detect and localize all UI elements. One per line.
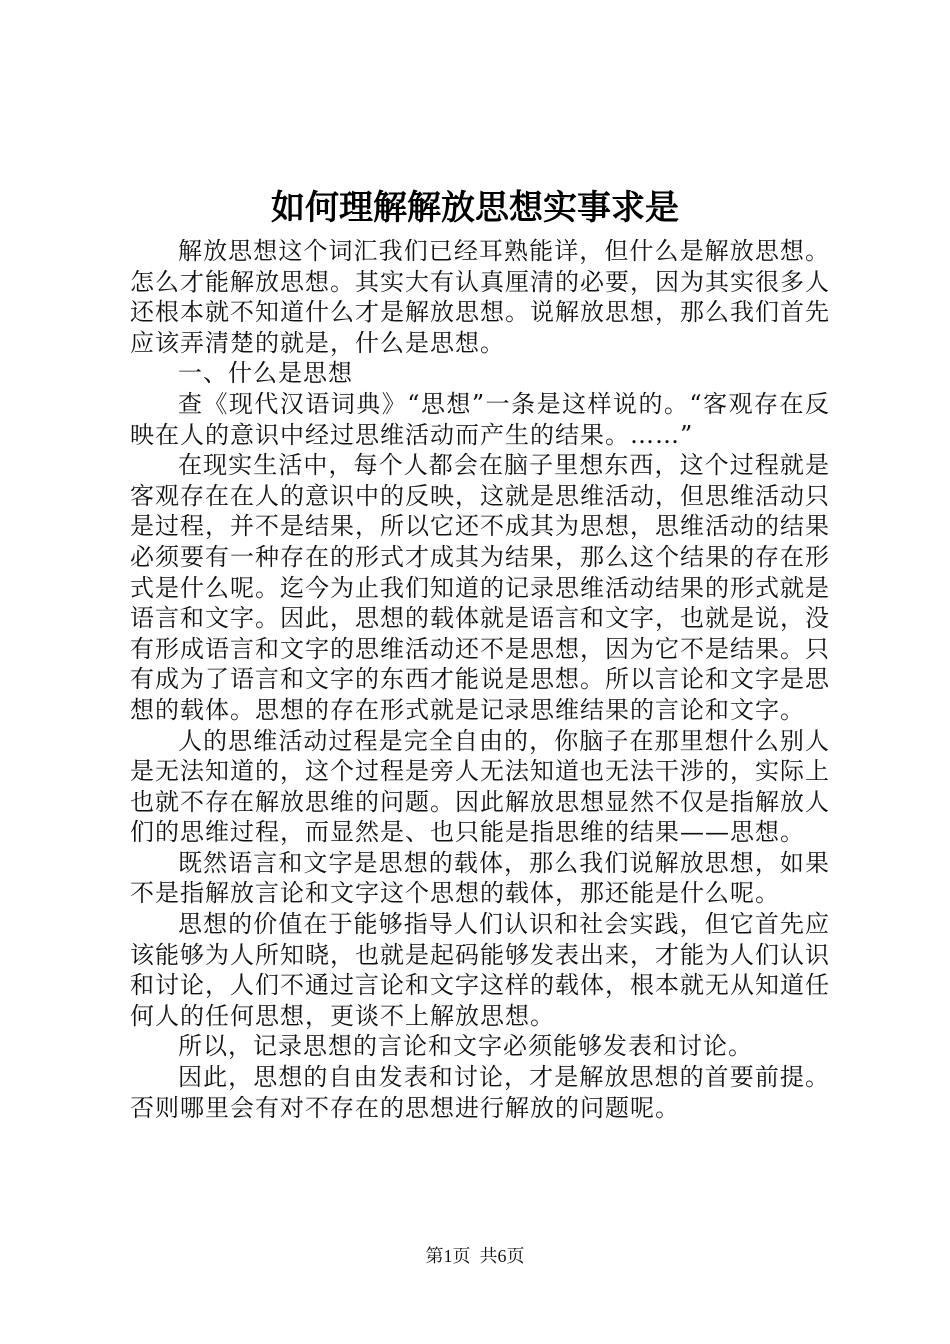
paragraph-carrier: 既然语言和文字是思想的载体，那么我们说解放思想，如果不是指解放言论和文字这个思想的载体，那还能是什么呢。 — [130, 848, 830, 908]
document-title: 如何理解解放思想实事求是 — [271, 188, 679, 228]
paragraph-intro: 解放思想这个词汇我们已经耳熟能详，但什么是解放思想。怎么才能解放思想。其实大有认真厘清的必要，因为其实很多人还根本就不知道什么才是解放思想。说解放思想，那么我们首先应该弄清楚的就是，什么是思想。 — [130, 237, 830, 357]
section-heading: 一、什么是思想 — [178, 359, 353, 388]
paragraph-therefore: 所以，记录思想的言论和文字必须能够发表和讨论。 — [178, 1032, 753, 1061]
document-body — [130, 236, 830, 1123]
paragraph-thinking-activity: 在现实生活中，每个人都会在脑子里想东西，这个过程就是客观存在在人的意识中的反映，这就是思维活动，但思维活动只是过程，并不是结果，所以它还不成其为思想，思维活动的结果必须要有一种存在的形式才成其为结果，那么这个结果的存在形式是什么呢。迄今为止我们知道的记录思维活动结果的形式就是语言和文字。因此，思想的载体就是语言和文字，也就是说，没有形成语言和文字的思维活动还不是思想，因为它不是结果。只有成为了语言和文字的东西才能说是思想。所以言论和文字是思想的载体。思想的存在形式就是记录思维结果的言论和文字。 — [130, 451, 830, 724]
paragraph-dictionary-quote: 查《现代汉语词典》“思想”一条是这样说的。“客观存在反映在人的意识中经过思维活动而产生的结果。……” — [130, 389, 830, 449]
page-footer — [0, 1244, 950, 1268]
paragraph-value-of-thought: 思想的价值在于能够指导人们认识和社会实践，但它首先应该能够为人所知晓，也就是起码能够发表出来，才能为人们认识和讨论，人们不通过言论和文字这样的载体，根本就无从知道任何人的任何思想，更谈不上解放思想。 — [130, 910, 830, 1030]
paragraph-conclusion: 因此，思想的自由发表和讨论，才是解放思想的首要前提。否则哪里会有对不存在的思想进行解放的问题呢。 — [130, 1063, 830, 1122]
page-number: 第1页 — [425, 1246, 471, 1266]
page-total: 共6页 — [479, 1246, 525, 1266]
paragraph-freedom-of-thought: 人的思维活动过程是完全自由的，你脑子在那里想什么别人是无法知道的，这个过程是旁人无法知道也无法干涉的，实际上也就不存在解放思维的问题。因此解放思想显然不仅是指解放人们的思维过程，而显然是、也只能是指思维的结果——思想。 — [130, 726, 830, 847]
